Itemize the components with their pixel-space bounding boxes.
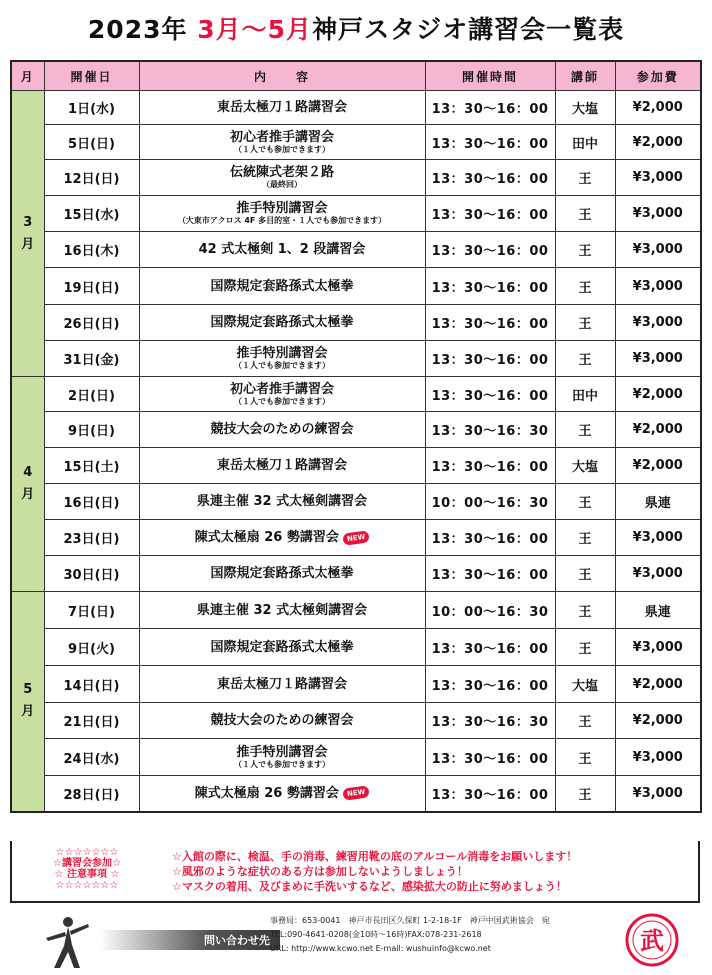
schedule-body — [11, 91, 701, 812]
table-row — [11, 196, 701, 232]
time-cell: 13：30～16：30 — [425, 412, 555, 448]
time-cell: 13：30～16：00 — [425, 556, 555, 592]
title-rest: 神戸スタジオ講習会一覧表 — [312, 15, 625, 44]
event-note: （１人でも参加できます） — [234, 144, 330, 154]
date-cell: 15日(土) — [44, 448, 139, 484]
time-cell: 13：30～16：00 — [425, 305, 555, 341]
fee-cell: ¥3,000 — [615, 556, 701, 592]
event-note: （大東市アクロス 4F 多目的室・１人でも参加できます） — [177, 216, 387, 225]
time-cell: 13：30～16：00 — [425, 196, 555, 232]
header-time: 開催時間 — [425, 61, 555, 91]
table-row — [11, 448, 701, 484]
time-cell: 10：00～16：30 — [425, 592, 555, 629]
event-note: （１人でも参加できます） — [234, 396, 330, 406]
notice-line: ☆入館の際に、検温、手の消毒、練習用靴の底のアルコール消毒をお願いします！ — [172, 850, 578, 863]
event-title: 初心者推手講習会 — [229, 129, 334, 145]
fee-cell: ¥2,000 — [615, 125, 701, 160]
time-cell: 13：30～16：00 — [425, 125, 555, 160]
fee-cell: ¥3,000 — [615, 305, 701, 341]
date-cell: 16日(木) — [44, 232, 139, 268]
table-row — [11, 739, 701, 776]
instructor-cell: 王 — [555, 776, 615, 812]
time-cell: 13：30～16：00 — [425, 377, 555, 412]
content-cell — [139, 160, 425, 196]
fee-cell: ¥2,000 — [615, 412, 701, 448]
notice-line: ☆風邪のような症状のある方は参加しないようしましょう！ — [172, 865, 468, 878]
notice-label-line: ☆☆☆☆☆☆☆ — [55, 847, 119, 858]
fee-cell: ¥2,000 — [615, 703, 701, 739]
content-cell — [139, 125, 425, 160]
fee-cell: ¥3,000 — [615, 629, 701, 666]
instructor-cell: 大塩 — [555, 91, 615, 125]
date-cell: 19日(日) — [44, 268, 139, 305]
month-number: 5 — [23, 682, 33, 698]
event-title: 県連主催 32 式太極剣講習会 — [196, 494, 368, 509]
table-row — [11, 629, 701, 666]
contact-phone: TEL:090-4641-0208(金10時～16時)FAX:078-231-2618 — [270, 930, 482, 939]
table-row — [11, 377, 701, 412]
event-title: 県連主催 32 式太極剣講習会 — [196, 602, 368, 618]
content-cell — [139, 703, 425, 739]
time-cell: 13：30～16：00 — [425, 520, 555, 556]
month-cell — [11, 377, 44, 592]
event-title: 国際規定套路孫式太極拳 — [210, 315, 354, 330]
fee-cell: ¥2,000 — [615, 666, 701, 703]
instructor-cell: 王 — [555, 484, 615, 520]
instructor-cell: 王 — [555, 592, 615, 629]
date-cell: 23日(日) — [44, 520, 139, 556]
time-cell: 13：30～16：00 — [425, 629, 555, 666]
time-cell: 13：30～16：00 — [425, 160, 555, 196]
header-date: 開催日 — [44, 61, 139, 91]
fee-cell: ¥3,000 — [615, 739, 701, 776]
association-seal-icon — [624, 912, 680, 968]
table-row — [11, 91, 701, 125]
date-cell: 1日(水) — [44, 91, 139, 125]
fee-cell: ¥3,000 — [615, 196, 701, 232]
month-char: 月 — [21, 236, 35, 252]
content-cell — [139, 305, 425, 341]
table-row — [11, 125, 701, 160]
header-month: 月 — [11, 61, 44, 91]
month-number: 4 — [23, 465, 33, 480]
content-cell — [139, 484, 425, 520]
time-cell: 13：30～16：30 — [425, 703, 555, 739]
event-note: （１人でも参加できます） — [234, 361, 330, 370]
seal-char: 武 — [640, 927, 664, 955]
instructor-cell: 王 — [555, 305, 615, 341]
instructor-cell: 大塩 — [555, 448, 615, 484]
notice-label-line: ☆ 注意事項 ☆ — [54, 869, 120, 880]
content-cell — [139, 232, 425, 268]
new-badge: NEW — [342, 530, 370, 546]
date-cell: 24日(水) — [44, 739, 139, 776]
event-title: 東岳太極刀１路講習会 — [216, 458, 347, 473]
event-title: 競技大会のための練習会 — [210, 713, 354, 728]
title-year: 2023 — [87, 15, 162, 44]
contact-address: 事務局：653-0041 神戸市長田区久保町 1-2-18-1F 神戸中国武術協会 宛 — [270, 916, 550, 925]
instructor-cell: 王 — [555, 739, 615, 776]
contact-web: URL: http://www.kcwo.net E-mail: wushuinfo@kcwo.net — [270, 944, 491, 953]
fee-cell: ¥2,000 — [615, 377, 701, 412]
event-note: （最終回） — [262, 180, 302, 189]
instructor-cell: 大塩 — [555, 666, 615, 703]
title-to-month: 5月 — [267, 15, 313, 44]
fee-cell: ¥2,000 — [615, 448, 701, 484]
date-cell: 26日(日) — [44, 305, 139, 341]
instructor-cell: 王 — [555, 268, 615, 305]
event-title: 東岳太極刀１路講習会 — [216, 676, 347, 692]
instructor-cell: 王 — [555, 703, 615, 739]
contact-bar — [100, 930, 280, 950]
instructor-cell: 田中 — [555, 125, 615, 160]
fee-cell: ¥3,000 — [615, 268, 701, 305]
header-instructor: 講師 — [555, 61, 615, 91]
header-fee: 参加費 — [615, 61, 701, 91]
content-cell — [139, 592, 425, 629]
instructor-cell: 王 — [555, 412, 615, 448]
date-cell: 16日(日) — [44, 484, 139, 520]
table-row — [11, 484, 701, 520]
time-cell: 13：30～16：00 — [425, 739, 555, 776]
fee-cell: 県連 — [615, 484, 701, 520]
event-title: 東岳太極刀１路講習会 — [216, 100, 347, 115]
table-row — [11, 776, 701, 812]
event-title: 国際規定套路孫式太極拳 — [210, 639, 354, 655]
content-cell — [139, 268, 425, 305]
instructor-cell: 王 — [555, 160, 615, 196]
table-row — [11, 268, 701, 305]
fee-cell: ¥2,000 — [615, 91, 701, 125]
date-cell: 5日(日) — [44, 125, 139, 160]
table-row — [11, 232, 701, 268]
event-title: 国際規定套路孫式太極拳 — [210, 566, 354, 581]
instructor-cell: 王 — [555, 232, 615, 268]
table-row — [11, 666, 701, 703]
month-cell — [11, 592, 44, 812]
table-row — [11, 592, 701, 629]
fee-cell: 県連 — [615, 592, 701, 629]
date-cell: 14日(日) — [44, 666, 139, 703]
taichi-figure-icon — [38, 912, 98, 972]
date-cell: 9日(火) — [44, 629, 139, 666]
time-cell: 10：00～16：30 — [425, 484, 555, 520]
event-title: 初心者推手講習会 — [229, 381, 334, 397]
header-content: 内 容 — [139, 61, 425, 91]
time-cell: 13：30～16：00 — [425, 268, 555, 305]
date-cell: 30日(日) — [44, 556, 139, 592]
instructor-cell: 王 — [555, 520, 615, 556]
content-cell — [139, 629, 425, 666]
date-cell: 9日(日) — [44, 412, 139, 448]
content-cell — [139, 556, 425, 592]
event-title: 推手特別講習会 — [236, 346, 328, 361]
title-nen: 年 — [161, 15, 188, 44]
month-char: 月 — [21, 704, 35, 720]
schedule-table — [10, 60, 702, 813]
contact-info — [270, 914, 620, 956]
table-row — [11, 160, 701, 196]
table-row — [11, 520, 701, 556]
content-cell — [139, 520, 425, 556]
time-cell: 13：30～16：00 — [425, 448, 555, 484]
table-row — [11, 305, 701, 341]
fee-cell: ¥3,000 — [615, 520, 701, 556]
footer — [0, 906, 712, 975]
instructor-cell: 王 — [555, 556, 615, 592]
date-cell: 15日(水) — [44, 196, 139, 232]
notice-label-line: ☆☆☆☆☆☆☆ — [55, 880, 119, 891]
event-title: 42 式太極剣 1、2 段講習会 — [198, 242, 366, 257]
event-title: 陳式太極扇 26 勢講習会 — [194, 530, 339, 545]
content-cell — [139, 91, 425, 125]
fee-cell: ¥3,000 — [615, 232, 701, 268]
date-cell: 12日(日) — [44, 160, 139, 196]
title-tilde: ～ — [241, 15, 268, 44]
event-note: （１人でも参加できます） — [234, 759, 330, 769]
instructor-cell: 王 — [555, 196, 615, 232]
event-title: 伝統陳式老架２路 — [229, 165, 334, 180]
notice-box — [10, 841, 700, 903]
table-row — [11, 703, 701, 739]
instructor-cell: 王 — [555, 629, 615, 666]
fee-cell: ¥3,000 — [615, 776, 701, 812]
month-cell — [11, 91, 44, 377]
content-cell — [139, 666, 425, 703]
event-title: 陳式太極扇 26 勢講習会 — [194, 785, 339, 801]
notice-label-line: ☆講習会参加☆ — [53, 858, 121, 869]
title-from-month: 3月 — [197, 15, 242, 44]
new-badge: NEW — [342, 785, 370, 801]
date-cell: 28日(日) — [44, 776, 139, 812]
date-cell: 31日(金) — [44, 341, 139, 377]
fee-cell: ¥3,000 — [615, 160, 701, 196]
notice-label — [32, 847, 142, 891]
date-cell: 7日(日) — [44, 592, 139, 629]
event-title: 国際規定套路孫式太極拳 — [210, 278, 354, 294]
notice-line: ☆マスクの着用、及びまめに手洗いするなど、感染拡大の防止に努めましょう！ — [172, 880, 567, 893]
content-cell — [139, 377, 425, 412]
time-cell: 13：30～16：00 — [425, 341, 555, 377]
instructor-cell: 田中 — [555, 377, 615, 412]
time-cell: 13：30～16：00 — [425, 776, 555, 812]
event-title: 推手特別講習会 — [236, 744, 328, 760]
month-number: 3 — [23, 214, 33, 230]
fee-cell: ¥3,000 — [615, 341, 701, 377]
time-cell: 13：30～16：00 — [425, 91, 555, 125]
month-char: 月 — [21, 487, 35, 502]
table-row — [11, 412, 701, 448]
event-title: 推手特別講習会 — [236, 201, 328, 216]
notice-lines — [172, 849, 692, 894]
content-cell — [139, 448, 425, 484]
content-cell — [139, 776, 425, 812]
content-cell — [139, 196, 425, 232]
content-cell — [139, 341, 425, 377]
time-cell: 13：30～16：00 — [425, 666, 555, 703]
page-title — [0, 10, 712, 46]
content-cell — [139, 739, 425, 776]
content-cell — [139, 412, 425, 448]
table-header-row — [11, 61, 701, 91]
contact-label: 問い合わせ先 — [204, 934, 270, 947]
event-title: 競技大会のための練習会 — [210, 422, 354, 437]
date-cell: 21日(日) — [44, 703, 139, 739]
date-cell: 2日(日) — [44, 377, 139, 412]
instructor-cell: 王 — [555, 341, 615, 377]
time-cell: 13：30～16：00 — [425, 232, 555, 268]
table-row — [11, 341, 701, 377]
table-row — [11, 556, 701, 592]
